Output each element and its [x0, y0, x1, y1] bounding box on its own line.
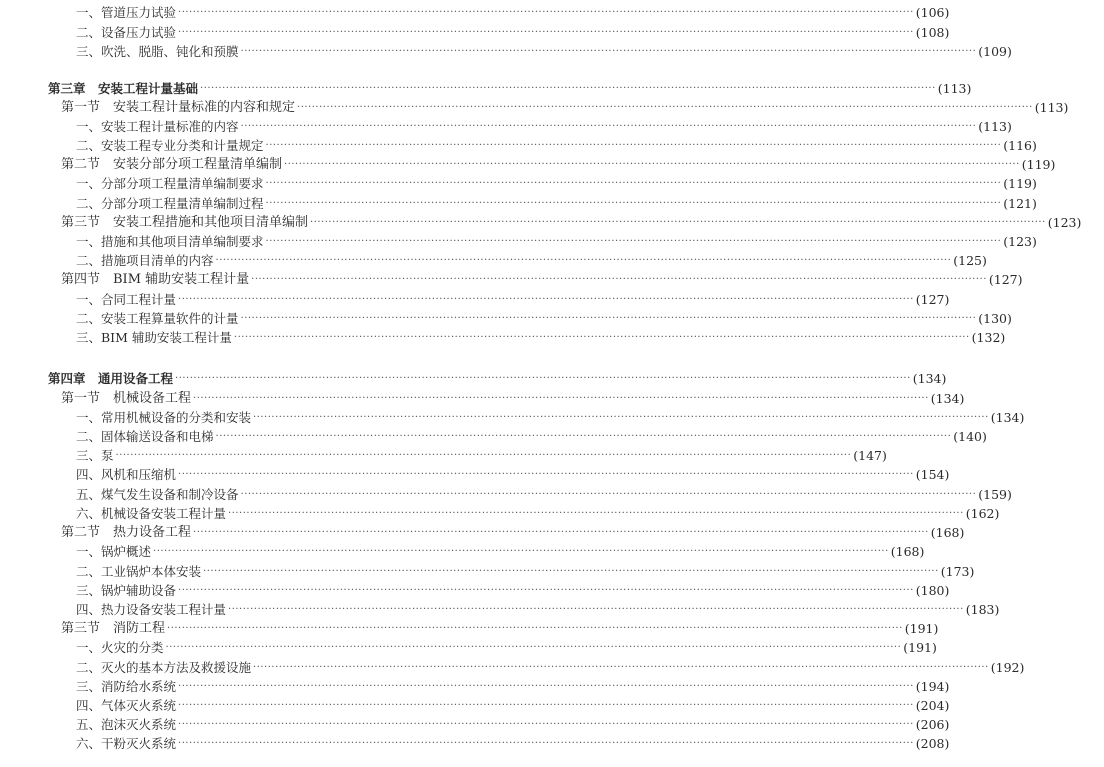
toc-item-entry: [0, 447, 887, 465]
toc-item-entry: [0, 137, 1037, 155]
toc-entry-title: 二、安装工程专业分类和计量规定: [76, 138, 264, 153]
toc-item-entry: [0, 659, 1025, 677]
toc-page-number: (134): [930, 391, 965, 406]
toc-dot-leader: ········································································································································································································: [203, 566, 939, 577]
toc-dot-leader: ········································································································································································································: [178, 294, 914, 305]
toc-entry-title: 四、风机和压缩机: [76, 467, 177, 482]
toc-page-number: (191): [904, 621, 939, 636]
toc-page-number: (168): [930, 525, 965, 540]
toc-dot-leader: ········································································································································································································: [215, 255, 952, 266]
toc-entry-title: 二、措施项目清单的内容: [76, 253, 214, 268]
toc-item-entry: [0, 563, 975, 581]
toc-entry-title: 第三节 安装工程措施和其他项目清单编制: [61, 215, 309, 230]
toc-dot-leader: ········································································································································································································: [178, 7, 914, 18]
toc-entry-title: 二、分部分项工程量清单编制过程: [76, 196, 264, 211]
toc-section-entry: [0, 524, 965, 542]
toc-page-number: (119): [1021, 157, 1056, 172]
toc-entry-title: 六、机械设备安装工程计量: [76, 506, 227, 521]
toc-item-entry: [0, 409, 1025, 427]
toc-entry-title: 第一节 安装工程计量标准的内容和规定: [61, 100, 296, 115]
toc-page-number: (116): [1003, 138, 1037, 153]
toc-entry-title: 三、BIM 辅助安装工程计量: [76, 330, 232, 345]
toc-section-entry: [0, 99, 1069, 117]
toc-page-number: (119): [1003, 176, 1037, 191]
toc-entry-title: 二、安装工程算量软件的计量: [76, 311, 239, 326]
toc-item-entry: [0, 428, 987, 446]
toc-dot-leader: ········································································································································································································: [167, 623, 903, 634]
toc-page-number: (183): [965, 602, 1000, 617]
toc-dot-leader: ········································································································································································································: [265, 178, 1002, 189]
toc-entry-title: 第二节 安装分部分项工程量清单编制: [61, 157, 283, 172]
toc-item-entry: [0, 329, 1006, 347]
toc-dot-leader: ········································································································································································································: [253, 662, 989, 673]
toc-entry-title: 第三章 安装工程计量基础: [48, 81, 199, 96]
toc-chapter-entry: [0, 80, 972, 98]
toc-dot-leader: ········································································································································································································: [165, 642, 902, 653]
toc-item-entry: [0, 310, 1012, 328]
toc-dot-leader: ········································································································································································································: [265, 198, 1002, 209]
toc-dot-leader: ········································································································································································································: [240, 489, 977, 500]
toc-section-entry: [0, 390, 965, 408]
toc-item-entry: [0, 175, 1037, 193]
toc-item-entry: [0, 678, 950, 696]
toc-entry-title: 六、干粉灭火系统: [76, 736, 177, 751]
toc-entry-title: 三、吹洗、脱脂、钝化和预膜: [76, 44, 239, 59]
toc-entry-title: 五、煤气发生设备和制冷设备: [76, 487, 239, 502]
toc-page-number: (140): [953, 429, 987, 444]
toc-entry-title: 三、泵: [76, 448, 114, 463]
toc-page-number: (208): [915, 736, 950, 751]
toc-dot-leader: ········································································································································································································: [193, 393, 929, 404]
toc-entry-title: 第一节 机械设备工程: [61, 391, 192, 406]
toc-entry-title: 一、分部分项工程量清单编制要求: [76, 176, 264, 191]
toc-entry-title: 第四章 通用设备工程: [48, 371, 174, 386]
toc-page-number: (134): [990, 410, 1025, 425]
toc-entry-title: 第四节 BIM 辅助安装工程计量: [61, 272, 250, 287]
toc-item-entry: [0, 716, 950, 734]
toc-chapter-entry: [0, 370, 947, 388]
toc-item-entry: [0, 118, 1012, 136]
toc-page-number: (154): [915, 467, 950, 482]
toc-dot-leader: ········································································································································································································: [240, 46, 977, 57]
toc-entry-title: 一、火灾的分类: [76, 640, 164, 655]
toc-dot-leader: ········································································································································································································: [265, 140, 1002, 151]
toc-item-entry: [0, 735, 950, 753]
toc-page-number: (132): [971, 330, 1006, 345]
toc-entry-title: 二、固体输送设备和电梯: [76, 429, 214, 444]
toc-dot-leader: ········································································································································································································: [310, 217, 1046, 228]
toc-page-number: (109): [978, 44, 1012, 59]
toc-entry-title: 一、措施和其他项目清单编制要求: [76, 234, 264, 249]
toc-page-number: (159): [978, 487, 1012, 502]
toc-page-number: (192): [990, 660, 1025, 675]
toc-page-number: (168): [890, 544, 925, 559]
toc-dot-leader: ········································································································································································································: [215, 431, 952, 442]
toc-entry-title: 一、安装工程计量标准的内容: [76, 119, 239, 134]
toc-dot-leader: ········································································································································································································: [297, 102, 1033, 113]
toc-page-number: (173): [940, 564, 975, 579]
toc-dot-leader: ········································································································································································································: [178, 719, 914, 730]
toc-page-number: (191): [903, 640, 937, 655]
toc-dot-leader: ········································································································································································································: [284, 159, 1020, 170]
toc-section-entry: [0, 271, 1023, 289]
toc-dot-leader: ········································································································································································································: [153, 546, 889, 557]
toc-item-entry: [0, 24, 950, 42]
toc-page-number: (123): [1003, 234, 1037, 249]
toc-dot-leader: ········································································································································································································: [193, 527, 929, 538]
toc-entry-title: 一、锅炉概述: [76, 544, 152, 559]
toc-entry-title: 三、消防给水系统: [76, 679, 177, 694]
toc-dot-leader: ········································································································································································································: [240, 121, 977, 132]
toc-page-number: (113): [937, 81, 972, 96]
toc-entry-title: 四、热力设备安装工程计量: [76, 602, 227, 617]
toc-page-number: (127): [915, 292, 950, 307]
toc-entry-title: 二、设备压力试验: [76, 25, 177, 40]
toc-item-entry: [0, 639, 937, 657]
toc-dot-leader: ········································································································································································································: [178, 585, 914, 596]
toc-dot-leader: ········································································································································································································: [115, 450, 852, 461]
toc-dot-leader: ········································································································································································································: [240, 313, 977, 324]
toc-item-entry: [0, 291, 950, 309]
toc-dot-leader: ········································································································································································································: [175, 373, 911, 384]
toc-item-entry: [0, 505, 1000, 523]
toc-item-entry: [0, 43, 1012, 61]
toc-page-number: (204): [915, 698, 950, 713]
toc-item-entry: [0, 582, 950, 600]
toc-dot-leader: ········································································································································································································: [251, 274, 987, 285]
toc-item-entry: [0, 543, 925, 561]
toc-item-entry: [0, 233, 1037, 251]
toc-page-number: (194): [915, 679, 950, 694]
toc-dot-leader: ········································································································································································································: [178, 27, 914, 38]
toc-page-number: (180): [915, 583, 950, 598]
toc-dot-leader: ········································································································································································································: [253, 412, 989, 423]
toc-item-entry: [0, 195, 1037, 213]
toc-section-entry: [0, 214, 1082, 232]
toc-dot-leader: ········································································································································································································: [228, 508, 964, 519]
toc-item-entry: [0, 4, 950, 22]
toc-item-entry: [0, 466, 950, 484]
toc-entry-title: 五、泡沫灭火系统: [76, 717, 177, 732]
toc-dot-leader: ········································································································································································································: [228, 604, 964, 615]
toc-entry-title: 第二节 热力设备工程: [61, 525, 192, 540]
toc-dot-leader: ········································································································································································································: [233, 332, 970, 343]
toc-dot-leader: ········································································································································································································: [178, 700, 914, 711]
toc-page-number: (113): [1034, 100, 1069, 115]
toc-dot-leader: ········································································································································································································: [178, 681, 914, 692]
toc-page-number: (127): [988, 272, 1023, 287]
toc-page-number: (206): [915, 717, 950, 732]
toc-item-entry: [0, 252, 987, 270]
toc-page-number: (121): [1003, 196, 1037, 211]
toc-page-number: (123): [1047, 215, 1082, 230]
toc-page-number: (147): [853, 448, 887, 463]
toc-entry-title: 第三节 消防工程: [61, 621, 166, 636]
toc-page-number: (108): [915, 25, 950, 40]
toc-entry-title: 二、工业锅炉本体安装: [76, 564, 202, 579]
toc-dot-leader: ········································································································································································································: [178, 469, 914, 480]
toc-dot-leader: ········································································································································································································: [200, 83, 936, 94]
toc-entry-title: 四、气体灭火系统: [76, 698, 177, 713]
toc-entry-title: 一、管道压力试验: [76, 5, 177, 20]
toc-item-entry: [0, 486, 1012, 504]
toc-page-number: (130): [978, 311, 1012, 326]
toc-page-number: (125): [953, 253, 987, 268]
toc-section-entry: [0, 156, 1056, 174]
toc-entry-title: 二、灭火的基本方法及救援设施: [76, 660, 252, 675]
toc-dot-leader: ········································································································································································································: [178, 738, 914, 749]
toc-dot-leader: ········································································································································································································: [265, 236, 1002, 247]
toc-entry-title: 一、常用机械设备的分类和安装: [76, 410, 252, 425]
toc-page-number: (113): [978, 119, 1012, 134]
toc-page-number: (134): [912, 371, 947, 386]
toc-page-number: (162): [965, 506, 1000, 521]
toc-item-entry: [0, 601, 1000, 619]
toc-entry-title: 一、合同工程计量: [76, 292, 177, 307]
toc-page-number: (106): [915, 5, 950, 20]
toc-section-entry: [0, 620, 939, 638]
toc-entry-title: 三、锅炉辅助设备: [76, 583, 177, 598]
toc-item-entry: [0, 697, 950, 715]
